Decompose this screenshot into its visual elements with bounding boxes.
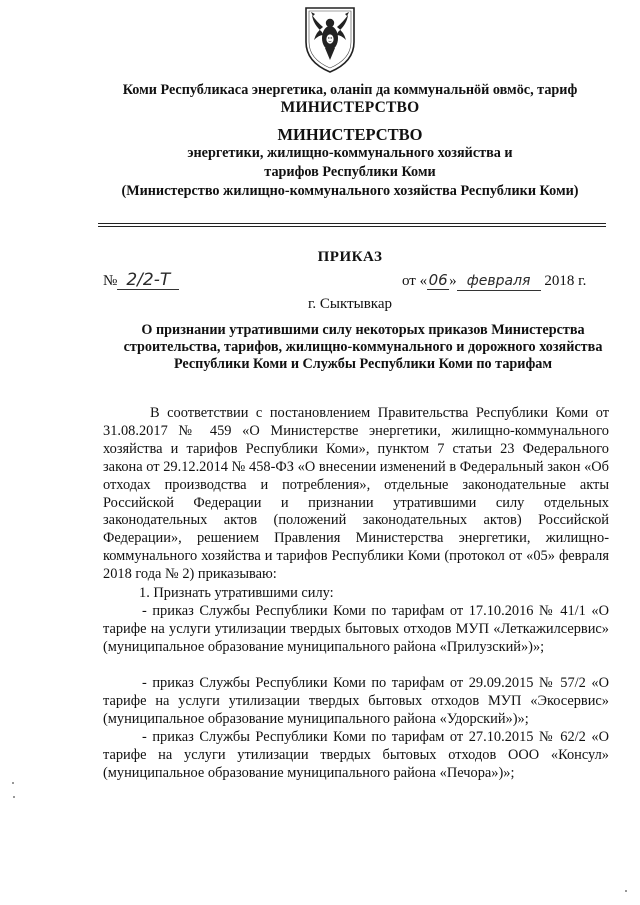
order-subject: О признании утратившими силу некоторых приказов Министерства строительства, тарифов, жилищно-коммунального и дорожного хозяйства Республики Коми и Службы Республики Коми по тарифам	[123, 322, 603, 373]
order-number-label: №	[103, 273, 118, 289]
komi-coat-of-arms-icon	[300, 2, 360, 74]
ministry-short-name: (Министерство жилищно-коммунального хозяйства Республики Коми)	[121, 183, 579, 199]
scan-speck	[625, 890, 627, 892]
revoked-order-item: - приказ Службы Республики Коми по тарифам от 17.10.2016 № 41/1 «О тарифе на услуги утилизации твердых бытовых отходов МУП «Леткажилсервис» (муниципальное образование муниципального района «Прилузский»)»;	[103, 603, 609, 655]
komi-language-header: Коми Республикаса энергетика, оланiп да коммунальнöй овмöс, тариф	[122, 82, 578, 98]
ministry-komi-title: МИНИСТЕРСТВО	[280, 99, 420, 116]
order-date-mid: »	[449, 273, 457, 289]
order-number-handwritten: 2/2-Т	[117, 271, 179, 290]
ministry-subtitle-line-2: тарифов Республики Коми	[264, 164, 436, 180]
header-divider-bottom	[98, 226, 606, 227]
ministry-title: МИНИСТЕРСТВО	[277, 125, 423, 144]
order-city: г. Сыктывкар	[307, 296, 393, 312]
revoked-order-item: - приказ Службы Республики Коми по тарифам от 29.09.2015 № 57/2 «О тарифе на услуги утилизации твердых бытовых отходов МУП «Экосервис» (муниципальное образование муниципального района «Удорский»)»;	[103, 675, 609, 727]
order-date-prefix: от «	[402, 273, 428, 289]
scan-speck	[13, 796, 15, 798]
document-type-title: ПРИКАЗ	[317, 249, 383, 265]
item-1-heading: 1. Признать утратившими силу:	[139, 585, 334, 601]
scan-speck	[12, 782, 14, 784]
ministry-subtitle-line-1: энергетики, жилищно-коммунального хозяйства и	[187, 145, 513, 161]
order-date-day: 06	[428, 271, 448, 289]
intro-paragraph: В соответствии с постановлением Правительства Республики Коми от 31.08.2017 № 459 «О Министерстве энергетики, жилищно-коммунального хозяйства и тарифов Республики Коми», пунктом 7 статьи 23 Федерального закона от 29.12.2014 № 458-ФЗ «О внесении изменений в Федеральный закон «Об отходах производства и потребления», отдельные законодательные акты Российской Федерации и признании утратившими силу отдельных законодательных актов (положений законодательных актов) Российской Федерации», решением Правления Министерства энергетики, жилищно-коммунального хозяйства и тарифов Республики Коми (протокол от «05» февраля 2018 года № 2) приказываю:	[103, 405, 609, 583]
order-date-month: февраля	[457, 272, 541, 291]
revoked-order-item: - приказ Службы Республики Коми по тарифам от 27.10.2015 № 62/2 «О тарифе на услуги утилизации твердых бытовых отходов ООО «Консул» (муниципальное образование муниципального района «Печора»)»;	[103, 729, 609, 781]
header-divider-top	[98, 223, 606, 224]
order-date	[402, 271, 586, 291]
order-date-year: 2018 г.	[544, 273, 587, 289]
order-number	[103, 271, 179, 290]
